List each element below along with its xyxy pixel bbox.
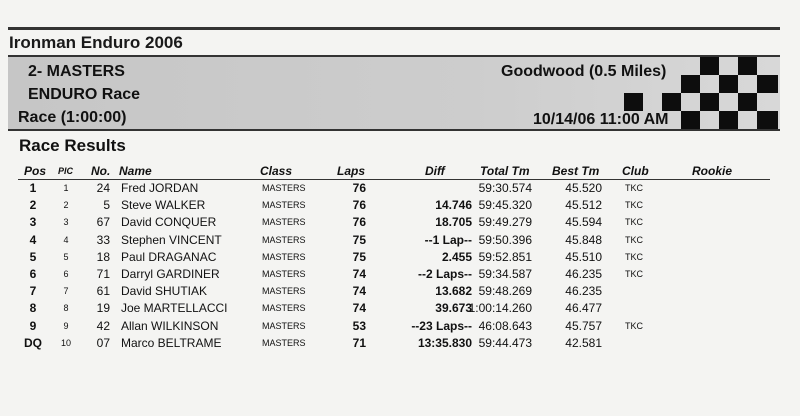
cell-name: Allan WILKINSON xyxy=(121,318,219,333)
cell-no: 33 xyxy=(96,232,110,247)
cell-best: 46.235 xyxy=(565,284,602,299)
table-row xyxy=(0,197,800,214)
cell-pic: 9 xyxy=(63,320,69,331)
cell-pic: 8 xyxy=(63,303,69,314)
cell-no: 07 xyxy=(96,335,110,350)
cell-pos: 7 xyxy=(29,284,37,299)
cell-laps: 53 xyxy=(352,318,366,333)
cell-best: 46.235 xyxy=(565,267,602,281)
cell-no: 67 xyxy=(96,215,110,230)
results-column-headers xyxy=(0,164,800,180)
cell-diff: 13.682 xyxy=(435,284,472,299)
cell-laps: 71 xyxy=(352,335,366,350)
cell-class: MASTERS xyxy=(262,200,306,211)
cell-diff: --1 Lap-- xyxy=(424,232,472,247)
table-row xyxy=(0,283,800,300)
col-laps: Laps xyxy=(337,164,366,178)
cell-class: MASTERS xyxy=(262,251,306,262)
cell-diff: 13:35.830 xyxy=(417,335,472,350)
cell-club: TKC xyxy=(625,217,643,228)
cell-diff: 39.673 xyxy=(435,301,472,316)
cell-pic: 2 xyxy=(63,200,69,211)
cell-pic: 10 xyxy=(60,337,71,348)
cell-diff: 2.455 xyxy=(441,249,472,264)
cell-pic: 1 xyxy=(63,183,69,193)
cell-class: MASTERS xyxy=(262,183,306,193)
race-class: 2- MASTERS xyxy=(28,63,125,80)
cell-club: TKC xyxy=(625,269,643,279)
cell-pos: 5 xyxy=(29,249,37,264)
col-pic: PIC xyxy=(58,166,74,176)
cell-best: 45.512 xyxy=(565,198,602,213)
cell-club: TKC xyxy=(625,234,643,245)
cell-total: 46:08.643 xyxy=(478,318,532,333)
table-row xyxy=(0,300,800,317)
table-row xyxy=(0,232,800,249)
cell-name: Fred JORDAN xyxy=(121,181,199,195)
cell-total: 1:00:14.260 xyxy=(468,301,532,316)
cell-diff: 14.746 xyxy=(435,198,472,213)
table-row xyxy=(0,266,800,283)
cell-pos: 2 xyxy=(29,198,37,213)
cell-pic: 7 xyxy=(63,286,69,297)
col-pos: Pos xyxy=(24,164,47,178)
cell-laps: 74 xyxy=(352,267,366,281)
table-row xyxy=(0,214,800,231)
cell-diff: --23 Laps-- xyxy=(411,318,472,333)
cell-pos: 6 xyxy=(29,267,37,281)
race-datetime: 10/14/06 11:00 AM xyxy=(533,111,669,128)
cell-no: 71 xyxy=(96,267,110,281)
col-no: No. xyxy=(91,164,111,178)
top-rule xyxy=(8,27,780,30)
cell-best: 45.520 xyxy=(565,181,602,195)
cell-name: David CONQUER xyxy=(121,215,217,230)
cell-club: TKC xyxy=(625,183,643,193)
cell-pic: 5 xyxy=(63,251,69,262)
race-duration: Race (1:00:00) xyxy=(18,109,127,126)
cell-name: Paul DRAGANAC xyxy=(121,249,217,264)
cell-pos: 4 xyxy=(29,232,37,247)
table-row xyxy=(0,249,800,266)
cell-total: 59:30.574 xyxy=(478,181,532,195)
cell-best: 46.477 xyxy=(565,301,602,316)
cell-total: 59:48.269 xyxy=(478,284,532,299)
cell-class: MASTERS xyxy=(262,234,306,245)
cell-no: 24 xyxy=(96,181,110,195)
cell-total: 59:52.851 xyxy=(478,249,532,264)
cell-name: Steve WALKER xyxy=(121,198,206,213)
cell-class: MASTERS xyxy=(262,337,306,348)
cell-total: 59:44.473 xyxy=(478,335,532,350)
section-title: Race Results xyxy=(19,136,126,155)
cell-no: 42 xyxy=(96,318,110,333)
cell-class: MASTERS xyxy=(262,303,306,314)
cell-pos: 3 xyxy=(29,215,37,230)
cell-laps: 76 xyxy=(352,215,366,230)
table-row xyxy=(0,180,800,197)
cell-diff: 18.705 xyxy=(435,215,472,230)
event-title: Ironman Enduro 2006 xyxy=(9,33,183,52)
cell-pos: 8 xyxy=(29,301,37,316)
cell-pos: DQ xyxy=(24,335,42,350)
cell-laps: 76 xyxy=(352,198,366,213)
col-best: Best Tm xyxy=(552,164,600,178)
track-name: Goodwood (0.5 Miles) xyxy=(501,63,667,80)
cell-name: Darryl GARDINER xyxy=(121,267,220,281)
cell-pic: 4 xyxy=(63,234,69,245)
cell-laps: 75 xyxy=(352,232,366,247)
table-row xyxy=(0,335,800,352)
cell-pos: 9 xyxy=(29,318,37,333)
cell-class: MASTERS xyxy=(262,217,306,228)
cell-club: TKC xyxy=(625,320,643,331)
cell-best: 45.848 xyxy=(565,232,602,247)
cell-name: Marco BELTRAME xyxy=(121,335,222,350)
cell-laps: 74 xyxy=(352,301,366,316)
cell-laps: 76 xyxy=(352,181,366,195)
cell-pic: 3 xyxy=(63,217,69,228)
cell-name: Stephen VINCENT xyxy=(121,232,222,247)
col-total: Total Tm xyxy=(480,164,530,178)
cell-total: 59:34.587 xyxy=(478,267,532,281)
col-diff: Diff xyxy=(425,164,445,178)
cell-diff: --2 Laps-- xyxy=(418,267,472,281)
col-name: Name xyxy=(119,164,152,178)
cell-best: 42.581 xyxy=(565,335,602,350)
cell-pic: 6 xyxy=(63,269,69,279)
cell-total: 59:49.279 xyxy=(478,215,532,230)
cell-laps: 74 xyxy=(352,284,366,299)
cell-name: Joe MARTELLACCI xyxy=(121,301,228,316)
table-row xyxy=(0,318,800,335)
cell-pos: 1 xyxy=(29,181,37,195)
col-rookie: Rookie xyxy=(692,164,733,178)
col-class: Class xyxy=(260,164,293,178)
cell-no: 5 xyxy=(103,198,110,213)
cell-club: TKC xyxy=(625,200,643,211)
cell-best: 45.594 xyxy=(565,215,602,230)
cell-name: David SHUTIAK xyxy=(121,284,208,299)
cell-no: 19 xyxy=(96,301,110,316)
cell-best: 45.510 xyxy=(565,249,602,264)
cell-best: 45.757 xyxy=(565,318,602,333)
race-type: ENDURO Race xyxy=(28,86,141,103)
cell-laps: 75 xyxy=(352,249,366,264)
cell-no: 61 xyxy=(96,284,110,299)
cell-total: 59:45.320 xyxy=(478,198,532,213)
cell-club: TKC xyxy=(625,251,643,262)
col-club: Club xyxy=(622,164,649,178)
cell-class: MASTERS xyxy=(262,286,306,297)
race-header-banner xyxy=(8,55,780,131)
cell-total: 59:50.396 xyxy=(478,232,532,247)
cell-class: MASTERS xyxy=(262,269,306,279)
cell-no: 18 xyxy=(96,249,110,264)
cell-class: MASTERS xyxy=(262,320,306,331)
